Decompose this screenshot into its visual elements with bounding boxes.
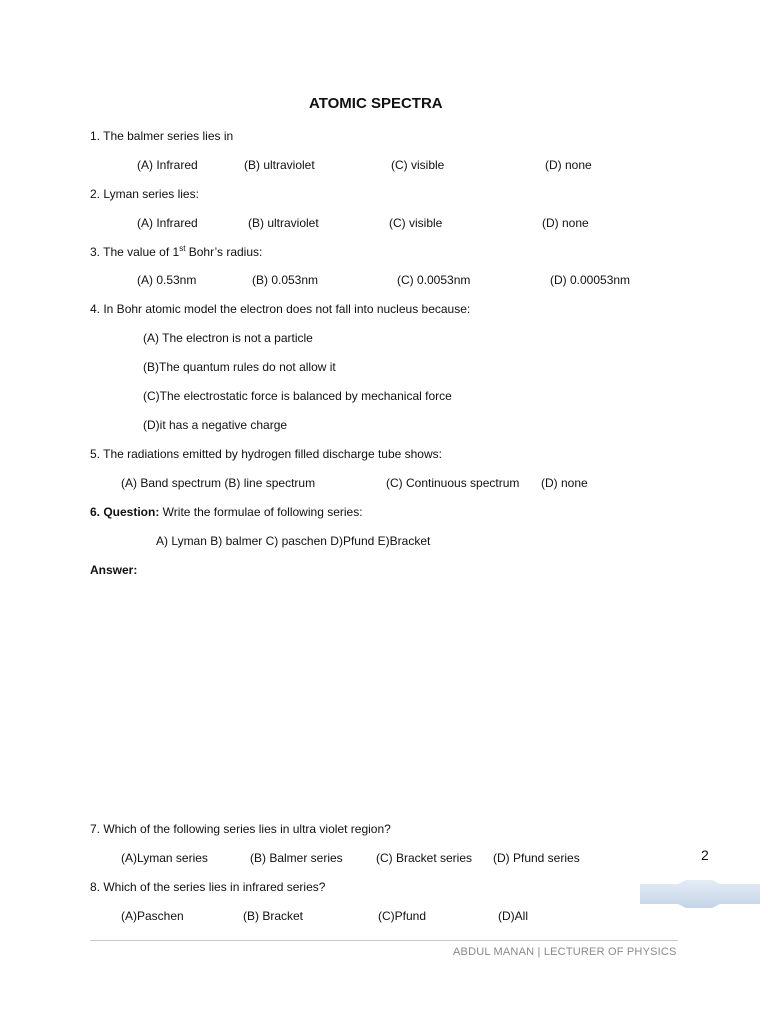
page-number: 2: [701, 847, 709, 863]
footer-text: ABDUL MANAN | LECTURER OF PHYSICS: [453, 946, 677, 958]
question-1: 1. The balmer series lies in: [90, 129, 234, 143]
page-title: ATOMIC SPECTRA: [309, 95, 443, 112]
q3-text-sup: st: [179, 244, 186, 253]
question-6: [90, 505, 363, 519]
q2-option-c: (C) visible: [389, 216, 443, 230]
q6-text: Write the formulae of following series:: [159, 505, 363, 519]
q7-option-a: (A)Lyman series: [121, 851, 208, 865]
q8-option-b: (B) Bracket: [243, 909, 304, 923]
footer-divider: [90, 940, 678, 941]
q4-option-c: (C)The electrostatic force is balanced by mechanical force: [143, 389, 452, 403]
q3-option-a: (A) 0.53nm: [137, 273, 197, 287]
q2-option-d: (D) none: [542, 216, 589, 230]
q8-option-c: (C)Pfund: [378, 909, 427, 923]
question-5: 5. The radiations emitted by hydrogen filled discharge tube shows:: [90, 447, 442, 461]
q4-option-a: (A) The electron is not a particle: [143, 331, 313, 345]
q8-option-d: (D)All: [498, 909, 528, 923]
question-2: 2. Lyman series lies:: [90, 187, 199, 201]
q8-option-a: (A)Paschen: [121, 909, 184, 923]
q7-option-b: (B) Balmer series: [250, 851, 343, 865]
q1-option-a: (A) Infrared: [137, 158, 198, 172]
q2-option-b: (B) ultraviolet: [248, 216, 319, 230]
q7-option-c: (C) Bracket series: [376, 851, 473, 865]
q3-option-b: (B) 0.053nm: [252, 273, 319, 287]
page-tab-graphic: [640, 880, 760, 908]
question-3: [90, 245, 262, 259]
question-7: 7. Which of the following series lies in ultra violet region?: [90, 822, 391, 836]
q1-option-d: (D) none: [545, 158, 592, 172]
q5-option-ab: (A) Band spectrum (B) line spectrum: [121, 476, 316, 490]
q6-label: 6. Question:: [90, 505, 160, 519]
q1-option-c: (C) visible: [391, 158, 445, 172]
question-4: 4. In Bohr atomic model the electron does not fall into nucleus because:: [90, 302, 471, 316]
q5-option-c: (C) Continuous spectrum: [386, 476, 520, 490]
q3-text-post: Bohr’s radius:: [185, 245, 263, 259]
q7-option-d: (D) Pfund series: [493, 851, 580, 865]
q3-option-c: (C) 0.0053nm: [397, 273, 471, 287]
q5-option-d: (D) none: [541, 476, 588, 490]
q4-option-d: (D)it has a negative charge: [143, 418, 288, 432]
q4-option-b: (B)The quantum rules do not allow it: [143, 360, 336, 374]
q1-option-b: (B) ultraviolet: [244, 158, 315, 172]
q2-option-a: (A) Infrared: [137, 216, 198, 230]
answer-label: Answer:: [90, 563, 138, 577]
q3-text-pre: 3. The value of 1: [90, 245, 180, 259]
question-8: 8. Which of the series lies in infrared series?: [90, 880, 326, 894]
q3-option-d: (D) 0.00053nm: [550, 273, 631, 287]
q6-options: A) Lyman B) balmer C) paschen D)Pfund E)Bracket: [156, 534, 431, 548]
